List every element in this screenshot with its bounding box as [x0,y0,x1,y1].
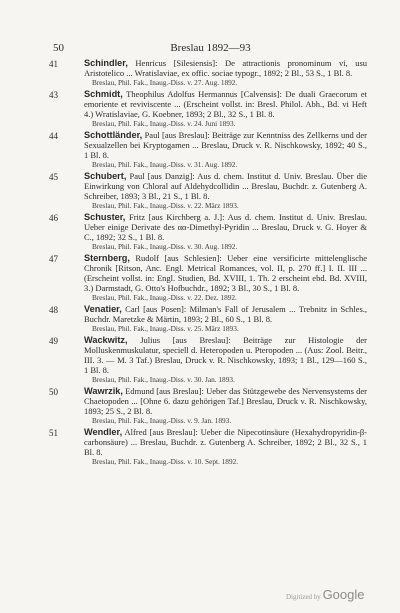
entry-number: 48 [49,305,58,315]
page-number: 50 [53,42,64,54]
citation-text: Edmund [aus Breslau]: Ueber das Stützgewebe des Nervensystems der Chaetopoden ... [Ohne 6. dazu gehörigen Taf.] Breslau, Druck v. R. Nischkowsky, 1893; 25 S., 2 Bl. 8. [84,386,367,416]
entry-number: 46 [49,213,58,223]
running-title: Breslau 1892—93 [170,42,251,54]
entry-number: 51 [49,428,58,438]
author-name: Wendler, [84,427,123,437]
author-name: Wawrzik, [84,386,123,396]
dissertation-note: Breslau, Phil. Fak., Inaug.-Diss. v. 25. März 1893. [92,324,239,333]
author-name: Schubert, [84,171,127,181]
entry-text [84,304,367,324]
citation-text: Alfred [aus Breslau]: Ueber die Nipecotinsäure (Hexahydropyridin-β-carbonsäure) ... Breslau, Buchdr. z. Gutenberg A. Schreiber, 1892; 2 Bl., 32 S., 1 Bl. 8. [84,427,367,457]
citation-text: Paul [aus Breslau]: Beiträge zur Kenntniss des Zellkerns und der Sexualzellen bei Kryptogamen ... Breslau, Druck v. R. Nischkowsky, 1892; 40 S., 1 Bl. 8. [84,130,368,160]
entry-number: 50 [49,387,58,397]
citation-text: Paul [aus Danzig]: Aus d. chem. Institut d. Univ. Breslau. Über die Einwirkung von Chloral auf Aldehydcollidin ... Breslau, Buchdr. z. Gutenberg A. Schreiber, 1893; 3 Bl., 21 S., 1 Bl. 8. [84,171,367,201]
citation-text: Rudolf [aus Schlesien]: Ueber eine versificirte mittelenglische Chronik [Ritson, Anc. Engl. Metrical Romances, vol. II, p. 270 ff.] I. II. III ... (Erscheint vollst. in: Engl. Studien, Bd. XVIII, 1. Th. 2 erscheint ebd. Bd. XVIII, 3.) Darmstadt, G. Otto's Hofbuchdr., 1892; 3 Bl., 30 S., 1 Bl. 8. [84,253,367,293]
entry-text [84,427,367,457]
entry-number: 47 [49,254,58,264]
entry-number: 45 [49,172,58,182]
author-name: Schuster, [84,212,126,222]
bibliography-entry [49,386,367,425]
entry-number: 49 [49,336,58,346]
author-name: Sternberg, [84,253,130,263]
bibliography-entry [49,130,367,169]
author-name: Schmidt, [84,89,123,99]
dissertation-note: Breslau, Phil. Fak., Inaug.-Diss. v. 22. Dez. 1892. [92,293,237,302]
entry-text [84,130,367,160]
dissertation-note: Breslau, Phil. Fak., Inaug.-Diss. v. 22. März 1893. [92,201,239,210]
entry-number: 44 [49,131,58,141]
dissertation-note: Breslau, Phil. Fak., Inaug.-Diss. v. 10. Sept. 1892. [92,457,239,466]
google-watermark [286,588,364,604]
citation-text: Henricus [Silesiensis]: De attractionis pronominum vi, usu Aristotelico ... Wratislaviae, ex offic. sociae typogr., 1892; 2 Bl., 53 S., 1 Bl. 8. [84,58,368,78]
entry-text [84,212,367,242]
citation-text: Theophilus Adolfus Hermannus [Calvensis]: De duali Graecorum et emoriente et reviviscente ... (Erscheint vollst. in: Bresl. Philol. Abh., Bd. vi Heft 4.) Wratislaviae, G. Koebner, 1893; 2 Bl., 32 S., 1 Bl. 8. [84,89,367,119]
bibliography-entry [49,212,367,251]
entry-number: 43 [49,90,58,100]
entry-text [84,335,367,375]
citation-text: Julius [aus Breslau]: Beiträge zur Histologie der Molluskenmuskulatur, speciell d. Heteropoden u. Pteropoden ... (Aus: Zool. Beitr., III. 3. — M. 3 Taf.) Breslau, Druck v. R. Nischkowsky, 1893; 1 Bl., 129—160 S., 1 Bl. 8. [84,335,367,375]
bibliography-entry [49,427,367,466]
dissertation-note: Breslau, Phil. Fak., Inaug.-Diss. v. 24. Juni 1893. [92,119,236,128]
author-name: Schottländer, [84,130,143,140]
entry-text [84,58,367,78]
watermark-brand: Google [322,587,365,602]
dissertation-note: Breslau, Phil. Fak., Inaug.-Diss. v. 30. Aug. 1892. [92,242,238,251]
entry-text [84,386,367,416]
bibliography-entry [49,58,367,87]
entry-text [84,89,367,119]
dissertation-note: Breslau, Phil. Fak., Inaug.-Diss. v. 31. Aug. 1892. [92,160,238,169]
bibliography-entry [49,253,367,302]
dissertation-note: Breslau, Phil. Fak., Inaug.-Diss. v. 27. Aug. 1892. [92,78,238,87]
bibliography-entry [49,304,367,333]
entry-text [84,171,367,201]
bibliography-entry [49,335,367,384]
citation-text: Fritz [aus Kirchberg a. J.]: Aus d. chem. Institut d. Univ. Breslau. Ueber einige Derivate des αα-Dimethyl-Pyridin ... Breslau, Druck v. G. Hoyer & C., 1892; 32 S., 1 Bl. 8. [84,212,367,242]
entry-list [49,58,367,468]
entry-number: 41 [49,59,58,69]
author-name: Wackwitz, [84,335,128,345]
watermark-prefix: Digitized by [286,593,321,601]
dissertation-note: Breslau, Phil. Fak., Inaug.-Diss. v. 30. Jan. 1893. [92,375,235,384]
bibliography-entry [49,89,367,128]
bibliography-entry [49,171,367,210]
page-header [53,41,368,55]
entry-text [84,253,367,293]
citation-text: Carl [aus Posen]: Milman's Fall of Jerusalem ... Trebnitz in Schles., Buchdr. Maretzke & Märtin, 1893; 2 Bl., 60 S., 1 Bl. 8. [84,304,368,324]
dissertation-note: Breslau, Phil. Fak., Inaug.-Diss. v. 9. Jan. 1893. [92,416,232,425]
author-name: Schindler, [84,58,128,68]
author-name: Venatier, [84,304,122,314]
